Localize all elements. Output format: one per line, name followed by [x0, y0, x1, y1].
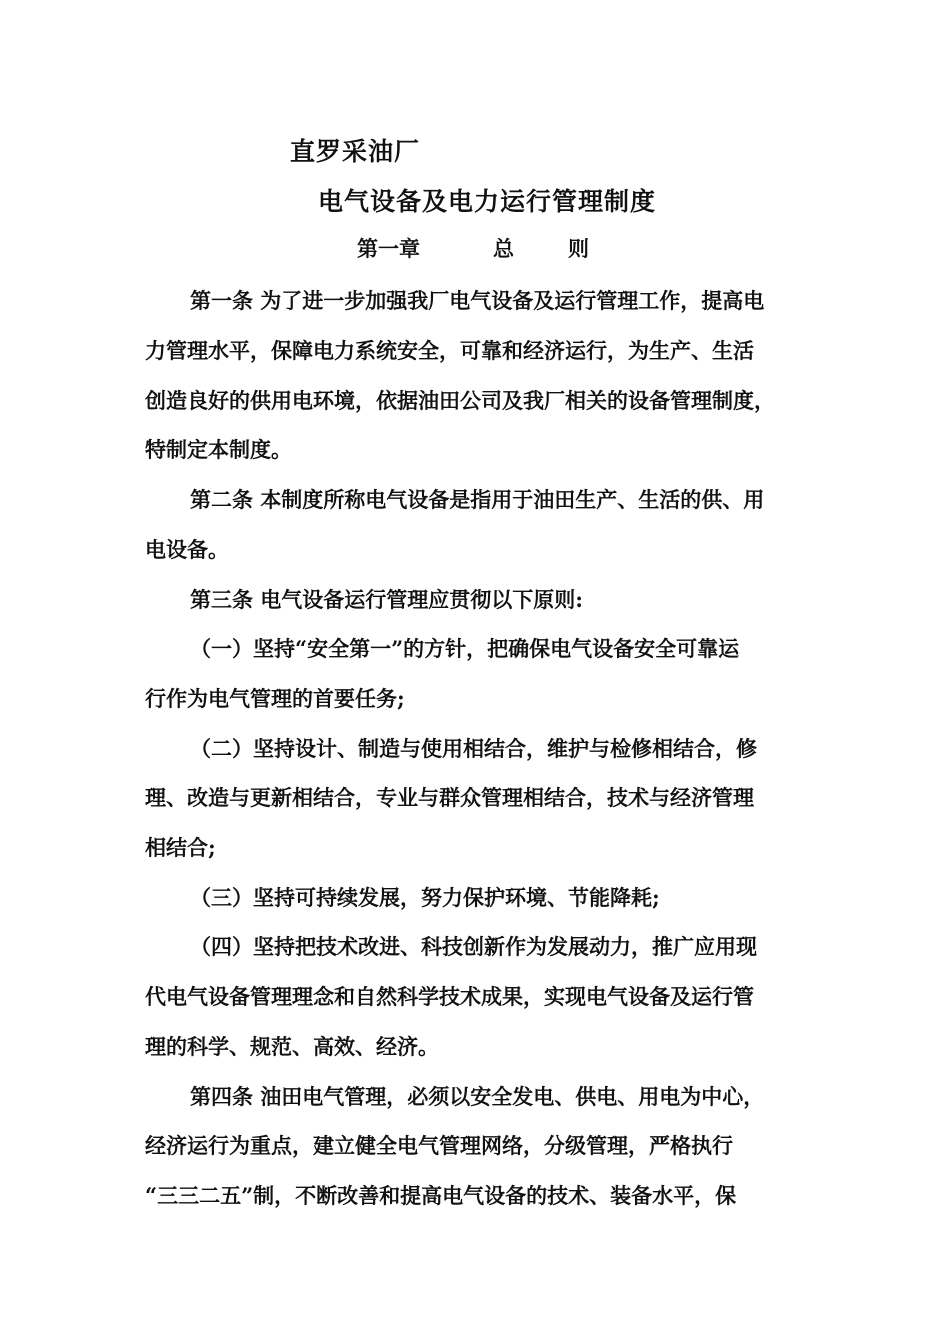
body-line: 创造良好的供用电环境，依据油田公司及我厂相关的设备管理制度， — [145, 388, 775, 413]
document-title: 电气设备及电力运行管理制度 — [318, 187, 657, 216]
body-line: 第四条 油田电气管理，必须以安全发电、供电、用电为中心， — [190, 1084, 765, 1109]
chapter-title-part2: 则 — [568, 236, 589, 261]
body-line: （二）坚持设计、制造与使用相结合，维护与检修相结合，修 — [190, 736, 757, 761]
body-line: 第三条 电气设备运行管理应贯彻以下原则: — [190, 587, 584, 612]
body-line: “三三二五”制，不断改善和提高电气设备的技术、装备水平，保 — [145, 1183, 737, 1208]
org-name: 直罗采油厂 — [290, 137, 421, 166]
chapter-number: 第一章 — [357, 236, 420, 261]
body-line: 电设备。 — [145, 537, 229, 562]
body-line: （四）坚持把技术改进、科技创新作为发展动力，推广应用现 — [190, 934, 757, 959]
body-line: 行作为电气管理的首要任务; — [145, 686, 405, 711]
body-line: （一）坚持“安全第一”的方针，把确保电气设备安全可靠运 — [190, 636, 740, 661]
body-line: 力管理水平，保障电力系统安全，可靠和经济运行，为生产、生活 — [145, 338, 754, 363]
body-line: 第二条 本制度所称电气设备是指用于油田生产、生活的供、用 — [190, 487, 765, 512]
body-line: （三）坚持可持续发展，努力保护环境、节能降耗; — [190, 885, 660, 910]
body-line: 理、改造与更新相结合，专业与群众管理相结合，技术与经济管理 — [145, 785, 754, 810]
body-line: 特制定本制度。 — [145, 437, 292, 462]
chapter-title-part1: 总 — [493, 236, 514, 261]
body-line: 代电气设备管理理念和自然科学技术成果，实现电气设备及运行管 — [145, 984, 754, 1009]
body-line: 相结合; — [145, 835, 216, 860]
body-line: 理的科学、规范、高效、经济。 — [145, 1034, 439, 1059]
body-line: 经济运行为重点，建立健全电气管理网络，分级管理，严格执行 — [145, 1133, 733, 1158]
body-line: 第一条 为了进一步加强我厂电气设备及运行管理工作，提高电 — [190, 288, 765, 313]
